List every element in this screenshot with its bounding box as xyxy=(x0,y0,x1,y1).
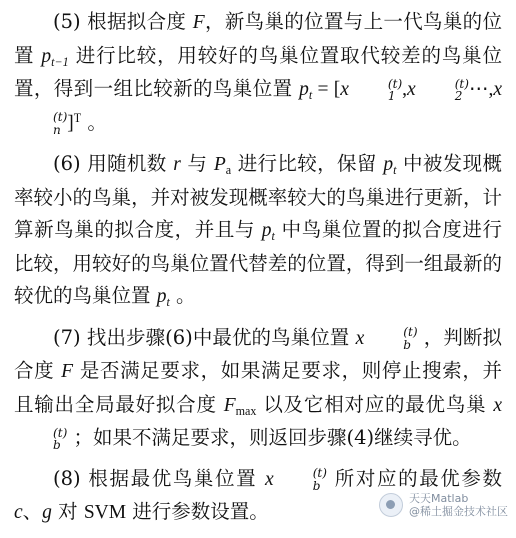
step-7-text-3: 以及它相对应的最优鸟巢 xyxy=(256,392,494,416)
watermark-line-2: @稀土掘金技术社区 xyxy=(409,505,508,518)
svm-text: SVM xyxy=(83,502,127,523)
paragraph-step-7 xyxy=(14,322,502,455)
step-8-text-3: 对 xyxy=(51,500,84,523)
equals-bracket: = [ xyxy=(312,79,341,100)
step-6-text-3: 中被发现概率较小的鸟巢，并对被发现概率较大的鸟巢进行更新，计算新鸟巢的拟合度，并且与 xyxy=(14,152,502,241)
var-pt-a: p xyxy=(383,154,394,175)
var-xb-a: x xyxy=(355,327,365,349)
step-5-end: 。 xyxy=(81,110,107,134)
x1-scripts: $^{(t)}$ 1 xyxy=(387,76,403,104)
transpose-T: T xyxy=(73,110,82,125)
step-7-text-1: ，判断拟合度 xyxy=(14,325,502,382)
step-8-text-4: 进行参数设置。 xyxy=(126,500,269,523)
step-8-lead: (8) 根据最优鸟巢位置 xyxy=(53,466,266,490)
var-P-subscript: a xyxy=(225,162,232,177)
paragraph-step-5 xyxy=(14,6,502,140)
var-p: p xyxy=(41,45,52,67)
xn-superscript: (t) xyxy=(53,110,68,125)
var-Fmax-subscript: max xyxy=(235,403,257,418)
step-6-text-4: 中鸟巢位置的拟合度进行比较，用较好的鸟巢位置代替差的位置，得到一组最新的较优的鸟巢位置 xyxy=(14,218,502,307)
step-7-lead: (7) 找出步骤(6)中最优的鸟巢位置 xyxy=(53,325,356,349)
xb-a-scripts: $^{(t)}$ b xyxy=(403,325,418,352)
xb-b-scripts: $^{(t)}$ b xyxy=(53,425,68,453)
step-5-text-1: ，新鸟巢的位置与上一代鸟巢的位置 xyxy=(14,10,502,67)
var-pt-b-subscript: t xyxy=(271,228,275,243)
var-P: P xyxy=(213,154,226,175)
x2-superscript: (t) xyxy=(454,76,469,91)
var-pt-a-subscript: t xyxy=(393,162,397,177)
step-6-lead: (6) 用随机数 xyxy=(53,152,174,175)
var-pt: p xyxy=(299,79,309,100)
ellipsis: ⋯, xyxy=(468,79,494,100)
watermark-text xyxy=(409,492,508,518)
watermark xyxy=(379,492,508,518)
var-pt-subscript: t xyxy=(308,87,313,102)
var-xb-c: x xyxy=(265,468,274,490)
x2-scripts: $^{(t)}$ 2 xyxy=(454,76,469,104)
comma-1: , xyxy=(402,79,408,100)
step-5-lead: (5) 根据拟合度 xyxy=(53,10,193,33)
paragraph-step-6 xyxy=(14,148,502,314)
xb-b-superscript: (t) xyxy=(53,425,68,440)
var-F-b: F xyxy=(61,361,74,382)
watermark-line-1: 天天Matlab xyxy=(409,492,469,505)
step-5-text-2: 进行比较，用较好的鸟巢位置取代较差的鸟巢位置，得到一组比较新的鸟巢位置 xyxy=(14,43,503,100)
var-Fmax: F xyxy=(223,394,236,416)
var-pt-c-subscript: t xyxy=(166,294,170,309)
step-7-text-2: 是否满足要求，如果满足要求，则停止搜索，并且输出全局最好拟合度 xyxy=(14,359,503,416)
var-pt-b: p xyxy=(261,220,272,241)
step-6-text-1: 与 xyxy=(180,152,214,175)
var-g: g xyxy=(42,502,52,523)
xn-scripts: $^{(t)}$ n xyxy=(53,110,68,137)
step-6-end: 。 xyxy=(169,284,196,307)
var-F: F xyxy=(192,12,205,33)
xb-c-superscript: (t) xyxy=(312,466,327,481)
var-x2: x xyxy=(407,79,416,100)
var-xn: x xyxy=(493,79,502,100)
xb-a-superscript: (t) xyxy=(403,325,418,340)
x1-superscript: (t) xyxy=(387,76,403,91)
wechat-logo-icon xyxy=(379,493,403,517)
document-body xyxy=(14,6,502,538)
var-c: c xyxy=(14,502,23,523)
var-xb-b: x xyxy=(493,394,502,416)
var-pt-c: p xyxy=(156,286,167,307)
var-x1: x xyxy=(340,79,349,100)
close-bracket: ] xyxy=(67,112,74,134)
step-8-text-1: 所对应的最优参数 xyxy=(326,466,502,490)
xb-c-scripts: $^{(t)}$ b xyxy=(312,466,327,493)
step-6-text-2: 进行比较，保留 xyxy=(231,152,384,175)
step-7-text-4: ；如果不满足要求，则返回步骤(4)继续寻优。 xyxy=(67,426,472,449)
var-r: r xyxy=(173,154,181,175)
var-p-subscript: t−1 xyxy=(51,54,69,69)
step-8-text-2: 、 xyxy=(22,500,43,523)
